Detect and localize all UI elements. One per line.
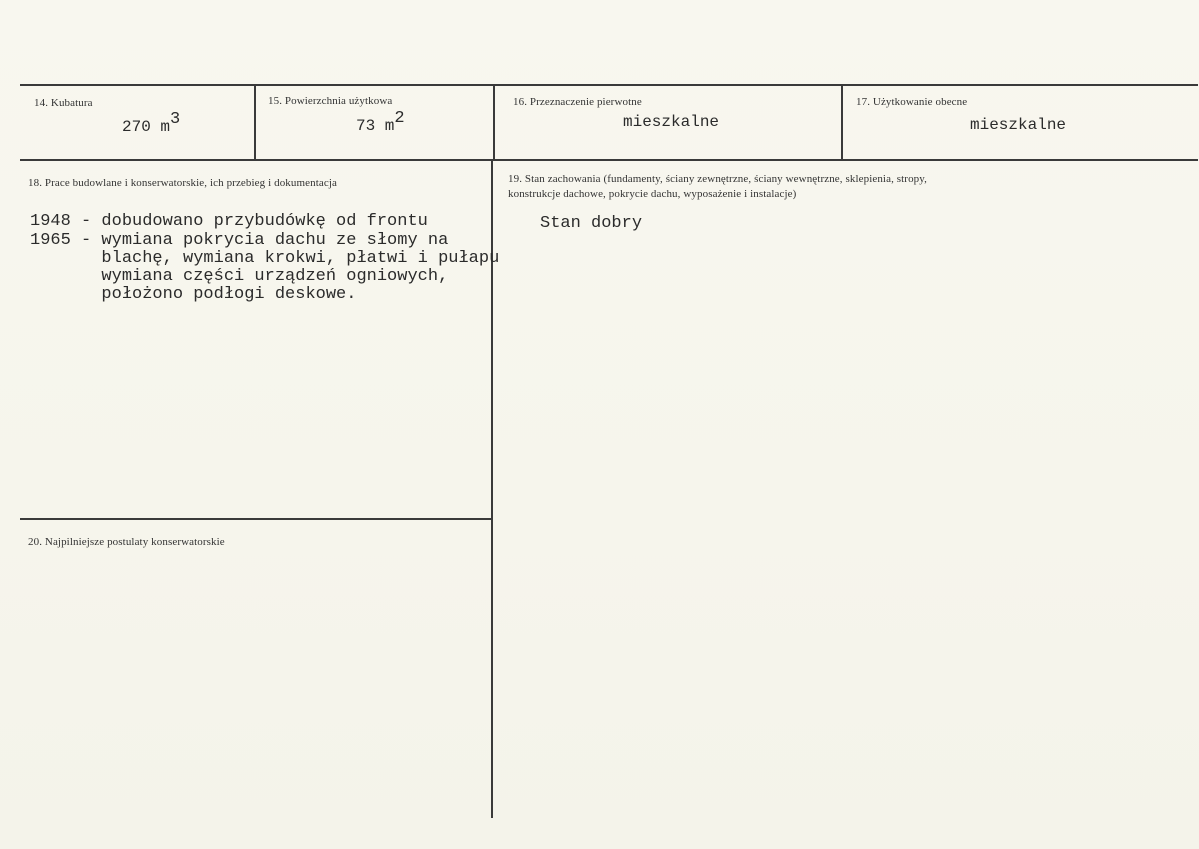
field-16-label: 16. Przeznaczenie pierwotne	[513, 96, 642, 108]
field-18-line-5: położono podłogi deskowe.	[30, 285, 357, 304]
divider-15-16	[493, 85, 495, 160]
row-rule	[20, 159, 1198, 161]
field-17-label: 17. Użytkowanie obecne	[856, 96, 968, 108]
field-18-line-2: 1965 - wymiana pokrycia dachu ze słomy na	[30, 231, 449, 250]
field-15-value	[356, 109, 405, 135]
field-14-number: 270 m	[122, 118, 171, 136]
field-18-line-1: 1948 - dobudowano przybudówkę od frontu	[30, 212, 428, 231]
divider-14-15	[254, 85, 256, 160]
field-15-unit-exponent: 2	[394, 109, 405, 128]
field-18-label: 18. Prace budowlane i konserwatorskie, ich przebieg i dokumentacja	[28, 177, 337, 189]
rule-above-20	[20, 518, 491, 520]
field-16-value: mieszkalne	[623, 113, 720, 131]
field-19-label-line-1: 19. Stan zachowania (fundamenty, ściany zewnętrzne, ściany wewnętrzne, sklepienia, stropy,	[508, 173, 928, 185]
field-18-line-4: wymiana części urządzeń ogniowych,	[30, 267, 449, 286]
field-15-number: 73 m	[356, 117, 395, 135]
field-19-value: Stan dobry	[540, 214, 643, 233]
divider-16-17	[841, 85, 843, 160]
field-20-label: 20. Najpilniejsze postulaty konserwatorskie	[28, 536, 225, 548]
field-14-unit-exponent: 3	[170, 110, 181, 129]
field-19-label-line-2: konstrukcje dachowe, pokrycie dachu, wyposażenie i instalacje)	[508, 188, 797, 200]
field-14-value	[122, 110, 180, 136]
top-rule	[20, 84, 1198, 86]
field-18-line-3: blachę, wymiana krokwi, płatwi i pułapu	[30, 249, 500, 268]
field-15-label: 15. Powierzchnia użytkowa	[268, 95, 393, 107]
field-17-value: mieszkalne	[970, 116, 1067, 134]
field-14-label: 14. Kubatura	[34, 97, 93, 109]
